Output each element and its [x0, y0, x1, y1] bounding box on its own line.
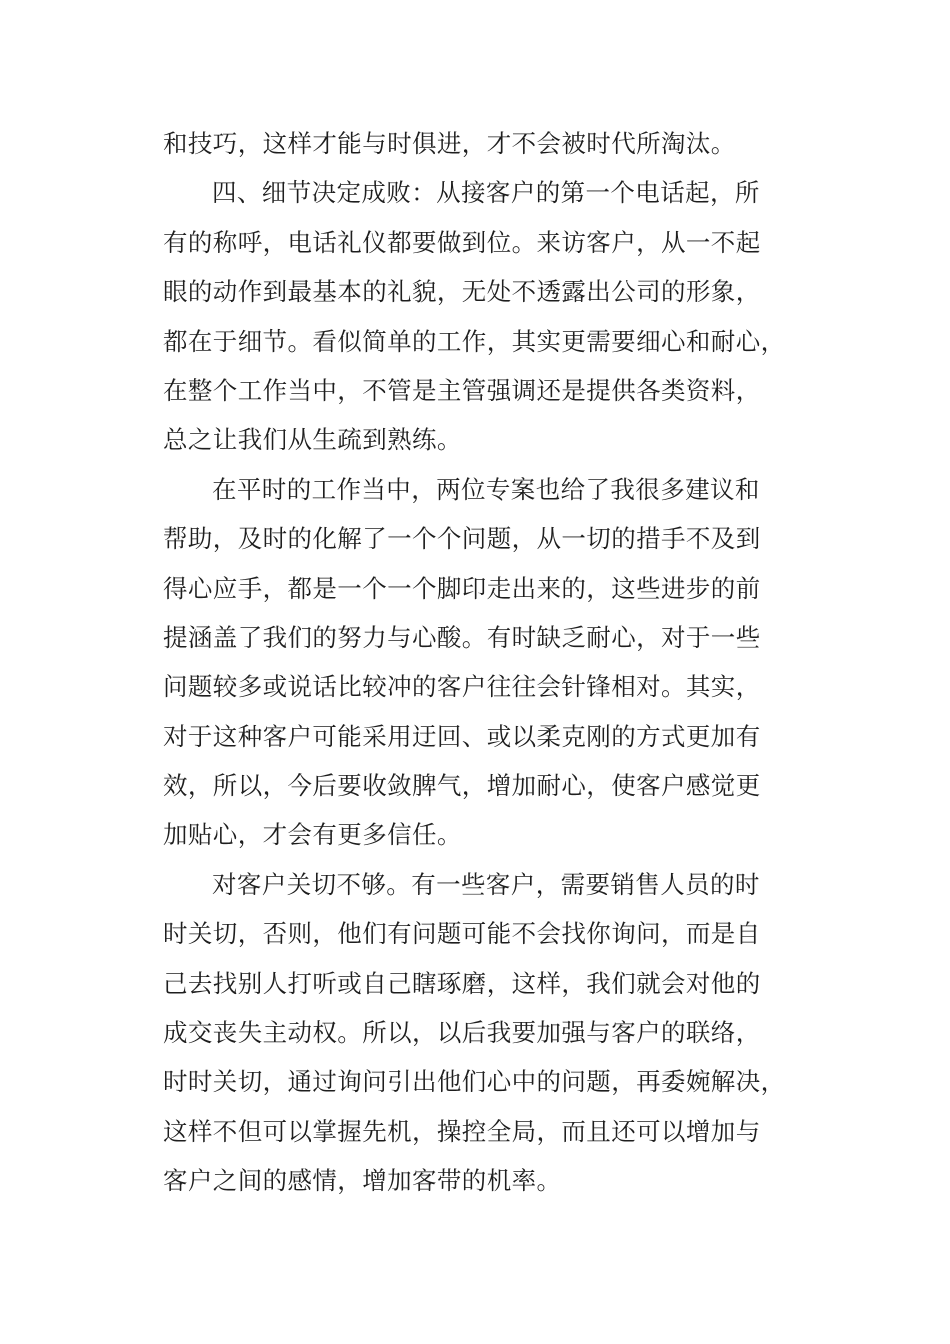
paragraph-first-line: 在平时的工作当中，两位专案也给了我很多建议和: [212, 474, 760, 504]
text-line: 帮助，及时的化解了一个个问题，从一切的措手不及到: [163, 524, 761, 554]
text-line: 都在于细节。看似简单的工作，其实更需要细心和耐心，: [163, 326, 786, 356]
text-line: 问题较多或说话比较冲的客户往往会针锋相对。其实，: [163, 672, 761, 702]
text-line: 在整个工作当中，不管是主管强调还是提供各类资料，: [163, 375, 761, 405]
text-line: 眼的动作到最基本的礼貌，无处不透露出公司的形象，: [163, 277, 761, 307]
text-line: 总之让我们从生疏到熟练。: [163, 425, 462, 455]
text-line: 这样不但可以掌握先机，操控全局，而且还可以增加与: [163, 1116, 761, 1146]
text-line: 和技巧，这样才能与时俱进，才不会被时代所淘汰。: [163, 129, 736, 158]
paragraph-first-line: 四、细节决定成败：从接客户的第一个电话起，所: [212, 178, 760, 208]
text-line: 成交丧失主动权。所以，以后我要加强与客户的联络，: [163, 1018, 761, 1048]
paragraph-first-line: 对客户关切不够。有一些客户，需要销售人员的时: [212, 869, 760, 899]
text-line: 己去找别人打听或自己瞎琢磨，这样，我们就会对他的: [163, 968, 761, 998]
text-line: 时时关切，通过询问引出他们心中的问题，再委婉解决，: [163, 1067, 786, 1097]
text-line: 时关切，否则，他们有问题可能不会找你询问，而是自: [163, 919, 761, 949]
text-line: 对于这种客户可能采用迂回、或以柔克刚的方式更加有: [163, 721, 761, 751]
text-line: 客户之间的感情，增加客带的机率。: [163, 1166, 562, 1196]
text-line: 效，所以，今后要收敛脾气，增加耐心，使客户感觉更: [163, 771, 761, 801]
text-line: 提涵盖了我们的努力与心酸。有时缺乏耐心，对于一些: [163, 622, 761, 652]
text-line: 得心应手，都是一个一个脚印走出来的，这些进步的前: [163, 573, 761, 603]
text-line: 加贴心，才会有更多信任。: [163, 820, 462, 850]
text-line: 有的称呼，电话礼仪都要做到位。来访客户，从一不起: [163, 227, 761, 257]
body-text: [163, 119, 813, 1206]
